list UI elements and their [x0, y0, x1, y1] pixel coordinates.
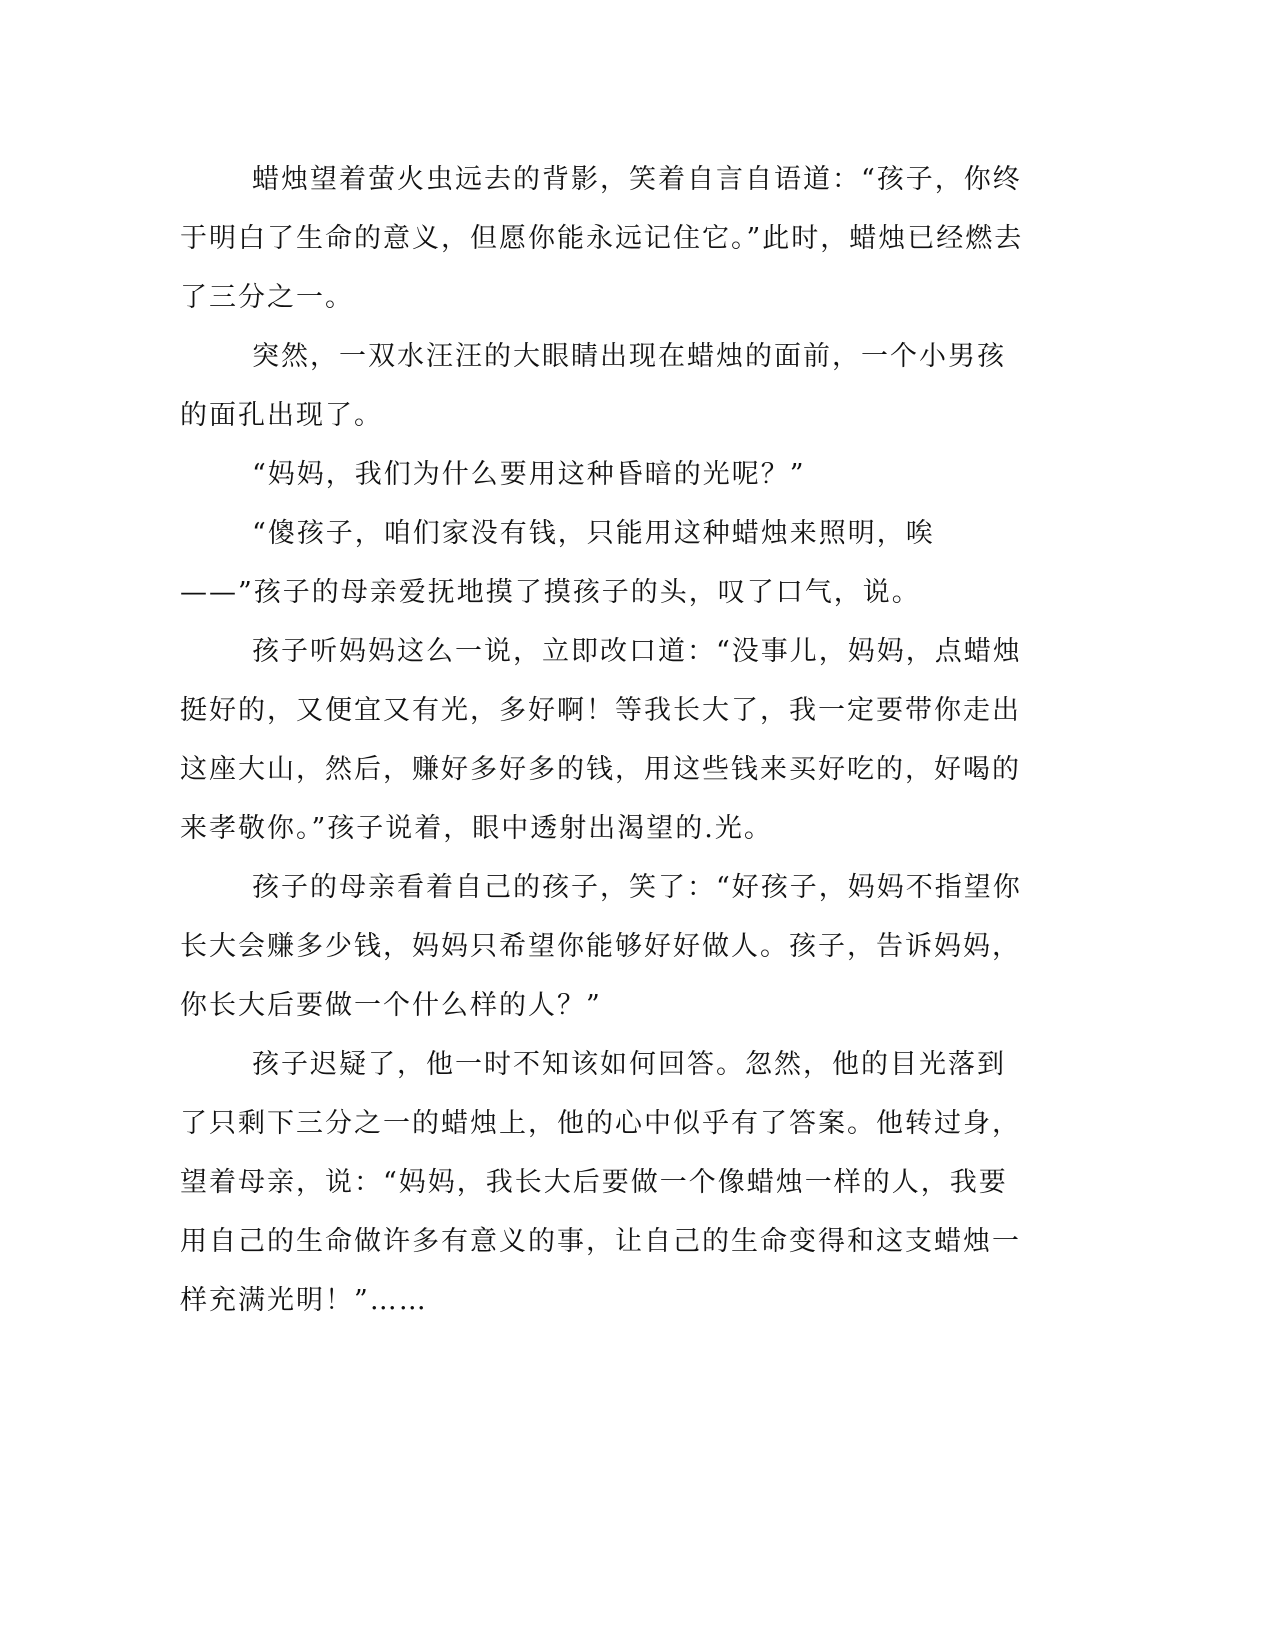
- paragraph-7: 孩子迟疑了，他一时不知该如何回答。忽然，他的目光落到了只剩下三分之一的蜡烛上，他的心中似乎有了答案。他转过身，望着母亲，说：“妈妈，我长大后要做一个像蜡烛一样的人，我要用自己的生命做许多有意义的事，让自己的生命变得和这支蜡烛一样充满光明！”……: [180, 1049, 1021, 1316]
- document-body: [180, 150, 1030, 1330]
- paragraph-4: “傻孩子，咱们家没有钱，只能用这种蜡烛来照明，唉——”孩子的母亲爱抚地摸了摸孩子的头，叹了口气，说。: [180, 518, 935, 608]
- paragraph-2: 突然，一双水汪汪的大眼睛出现在蜡烛的面前，一个小男孩的面孔出现了。: [180, 341, 1006, 431]
- paragraph-1: 蜡烛望着萤火虫远去的背影，笑着自言自语道：“孩子，你终于明白了生命的意义，但愿你能永远记住它。”此时，蜡烛已经燃去了三分之一。: [180, 164, 1024, 313]
- paragraph-3: “妈妈，我们为什么要用这种昏暗的光呢？”: [252, 459, 806, 490]
- paragraph-5: 孩子听妈妈这么一说，立即改口道：“没事儿，妈妈，点蜡烛挺好的，又便宜又有光，多好啊！等我长大了，我一定要带你走出这座大山，然后，赚好多好多的钱，用这些钱来买好吃的，好喝的来孝敬你。”孩子说着，眼中透射出渴望的.光。: [180, 636, 1022, 844]
- paragraph-6: 孩子的母亲看着自己的孩子，笑了：“好孩子，妈妈不指望你长大会赚多少钱，妈妈只希望你能够好好做人。孩子，告诉妈妈，你长大后要做一个什么样的人？”: [180, 872, 1022, 1021]
